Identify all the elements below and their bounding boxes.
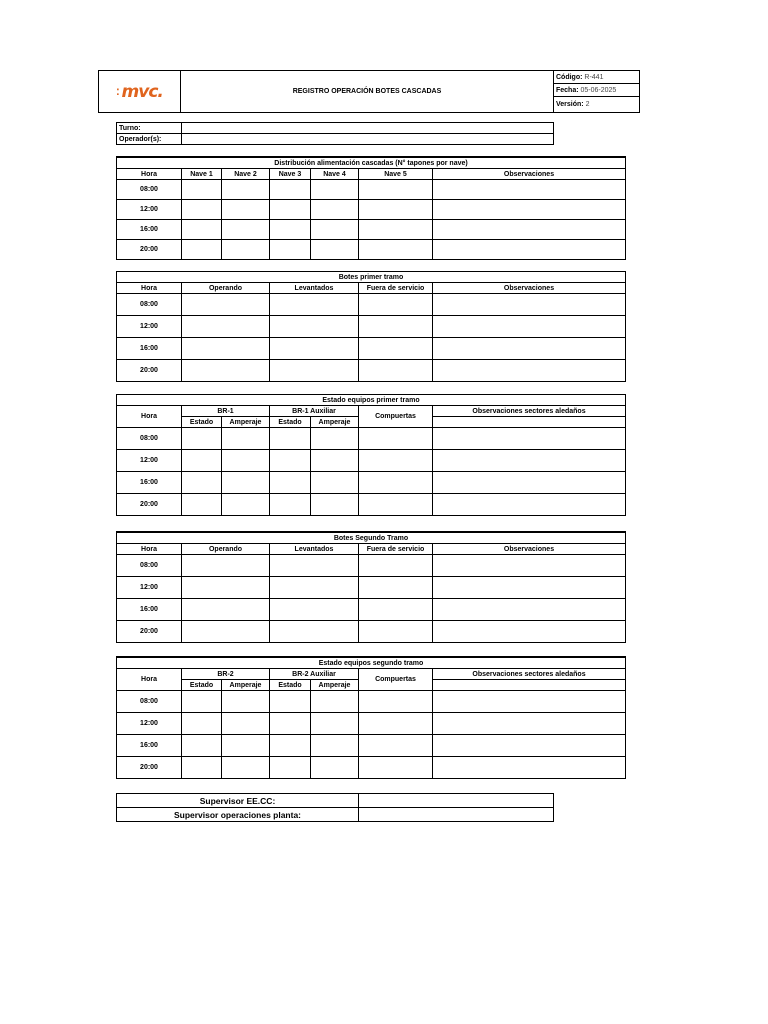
entry-cell[interactable] [270, 338, 359, 360]
col-header-fuera-servicio: Fuera de servicio [359, 544, 433, 555]
entry-cell[interactable] [359, 757, 433, 779]
entry-cell[interactable] [311, 240, 359, 260]
col-header-hora: Hora [117, 169, 182, 180]
table-row [117, 621, 626, 643]
table-row [117, 450, 626, 472]
shift-info [116, 122, 554, 145]
col-header-compuertas: Compuertas [359, 406, 433, 428]
entry-cell[interactable] [222, 220, 270, 240]
entry-cell[interactable] [359, 555, 433, 577]
entry-cell[interactable] [433, 621, 626, 643]
entry-cell[interactable] [433, 494, 626, 516]
entry-cell[interactable] [270, 757, 311, 779]
table-row [117, 338, 626, 360]
codigo-label: Código: [556, 73, 583, 81]
entry-cell[interactable] [359, 220, 433, 240]
entry-cell[interactable] [433, 316, 626, 338]
col-header-operando: Operando [182, 544, 270, 555]
turno-input[interactable] [182, 123, 554, 134]
entry-cell[interactable] [270, 450, 311, 472]
supervisor-eecc-label: Supervisor EE.CC: [117, 794, 359, 808]
col-header-br2-auxiliar: BR-2 Auxiliar [270, 669, 359, 680]
col-header-nave5: Nave 5 [359, 169, 433, 180]
hour-cell: 16:00 [117, 472, 182, 494]
fecha-value: 05-06-2025 [580, 86, 617, 94]
col-header-amperaje: Amperaje [222, 680, 270, 691]
form-header [98, 70, 640, 113]
entry-cell[interactable] [359, 294, 433, 316]
entry-cell[interactable] [359, 316, 433, 338]
entry-cell[interactable] [270, 555, 359, 577]
col-header-br2: BR-2 [182, 669, 270, 680]
col-header-nave1: Nave 1 [182, 169, 222, 180]
entry-cell[interactable] [270, 599, 359, 621]
entry-cell[interactable] [311, 428, 359, 450]
entry-cell[interactable] [359, 338, 433, 360]
entry-cell[interactable] [270, 220, 311, 240]
entry-cell[interactable] [311, 691, 359, 713]
entry-cell[interactable] [359, 450, 433, 472]
entry-cell[interactable] [311, 450, 359, 472]
entry-cell[interactable] [311, 220, 359, 240]
entry-cell[interactable] [359, 428, 433, 450]
fecha-label: Fecha: [556, 86, 579, 94]
entry-cell[interactable] [222, 200, 270, 220]
entry-cell[interactable] [270, 240, 311, 260]
col-header-nave2: Nave 2 [222, 169, 270, 180]
table-row [117, 200, 626, 220]
entry-cell[interactable] [222, 713, 270, 735]
hour-cell: 12:00 [117, 316, 182, 338]
entry-cell[interactable] [222, 450, 270, 472]
entry-cell[interactable] [182, 316, 270, 338]
table-row [117, 472, 626, 494]
section-title: Botes primer tramo [117, 272, 626, 283]
entry-cell[interactable] [182, 555, 270, 577]
entry-cell[interactable] [433, 713, 626, 735]
entry-cell[interactable] [359, 200, 433, 220]
version-field [554, 97, 640, 113]
hour-cell: 08:00 [117, 691, 182, 713]
table-row [117, 360, 626, 382]
hour-cell: 12:00 [117, 200, 182, 220]
col-header-estado: Estado [182, 417, 222, 428]
entry-cell[interactable] [359, 472, 433, 494]
hour-cell: 08:00 [117, 294, 182, 316]
entry-cell[interactable] [182, 472, 222, 494]
entry-cell[interactable] [359, 577, 433, 599]
operador-label: Operador(s): [117, 134, 182, 145]
hour-cell: 16:00 [117, 735, 182, 757]
entry-cell[interactable] [359, 599, 433, 621]
section-equipos-primer-tramo [116, 394, 626, 516]
section-botes-segundo-tramo [116, 531, 626, 643]
col-header-amperaje: Amperaje [311, 417, 359, 428]
supervisor-planta-input[interactable] [359, 808, 554, 822]
entry-cell[interactable] [270, 472, 311, 494]
col-header-hora: Hora [117, 406, 182, 428]
form-title: REGISTRO OPERACIÓN BOTES CASCADAS [181, 71, 554, 113]
fecha-field [554, 84, 640, 97]
entry-cell[interactable] [182, 180, 222, 200]
entry-cell[interactable] [270, 360, 359, 382]
col-header-hora: Hora [117, 544, 182, 555]
table-row [117, 240, 626, 260]
entry-cell[interactable] [182, 599, 270, 621]
col-header-fuera-servicio: Fuera de servicio [359, 283, 433, 294]
codigo-field [554, 71, 640, 84]
entry-cell[interactable] [270, 735, 311, 757]
table-row [117, 577, 626, 599]
turno-label: Turno: [117, 123, 182, 134]
table-row [117, 757, 626, 779]
entry-cell[interactable] [311, 180, 359, 200]
col-header-compuertas: Compuertas [359, 669, 433, 691]
col-header-nave4: Nave 4 [311, 169, 359, 180]
entry-cell[interactable] [182, 360, 270, 382]
entry-cell[interactable] [182, 691, 222, 713]
entry-cell[interactable] [222, 735, 270, 757]
table-row [117, 494, 626, 516]
entry-cell[interactable] [270, 713, 311, 735]
col-header-hora: Hora [117, 669, 182, 691]
entry-cell[interactable] [359, 713, 433, 735]
col-header-obs-sectores: Observaciones sectores aledaños [433, 406, 626, 417]
table-row [117, 428, 626, 450]
entry-cell[interactable] [433, 555, 626, 577]
entry-cell[interactable] [311, 200, 359, 220]
col-header-levantados: Levantados [270, 283, 359, 294]
hour-cell: 12:00 [117, 713, 182, 735]
supervisor-planta-label: Supervisor operaciones planta: [117, 808, 359, 822]
entry-cell[interactable] [433, 220, 626, 240]
table-row [117, 691, 626, 713]
hour-cell: 20:00 [117, 757, 182, 779]
version-value: 2 [585, 101, 590, 108]
entry-cell[interactable] [182, 220, 222, 240]
entry-cell[interactable] [222, 240, 270, 260]
hour-cell: 12:00 [117, 450, 182, 472]
hour-cell: 20:00 [117, 621, 182, 643]
section-title: Distribución alimentación cascadas (N° tapones por nave) [117, 157, 626, 169]
version-label: Versión: [556, 101, 584, 108]
section-title: Estado equipos primer tramo [117, 395, 626, 406]
supervisor-eecc-input[interactable] [359, 794, 554, 808]
entry-cell[interactable] [270, 691, 311, 713]
hour-cell: 16:00 [117, 220, 182, 240]
section-equipos-segundo-tramo [116, 656, 626, 779]
table-row [117, 294, 626, 316]
hour-cell: 16:00 [117, 338, 182, 360]
hour-cell: 08:00 [117, 428, 182, 450]
entry-cell[interactable] [433, 599, 626, 621]
entry-cell[interactable] [433, 240, 626, 260]
table-row [117, 713, 626, 735]
hour-cell: 08:00 [117, 180, 182, 200]
col-header-observaciones: Observaciones [433, 544, 626, 555]
entry-cell[interactable] [182, 735, 222, 757]
logo [99, 71, 181, 113]
section-title: Estado equipos segundo tramo [117, 657, 626, 669]
entry-cell[interactable] [433, 735, 626, 757]
hour-cell: 20:00 [117, 494, 182, 516]
entry-cell[interactable] [311, 757, 359, 779]
col-header-nave3: Nave 3 [270, 169, 311, 180]
entry-cell[interactable] [182, 428, 222, 450]
col-header-operando: Operando [182, 283, 270, 294]
entry-cell[interactable] [182, 338, 270, 360]
obs-blank-header [433, 417, 626, 428]
hour-cell: 12:00 [117, 577, 182, 599]
table-row [117, 180, 626, 200]
col-header-estado: Estado [182, 680, 222, 691]
entry-cell[interactable] [222, 180, 270, 200]
hour-cell: 08:00 [117, 555, 182, 577]
entry-cell[interactable] [182, 294, 270, 316]
entry-cell[interactable] [270, 577, 359, 599]
table-row [117, 599, 626, 621]
entry-cell[interactable] [182, 577, 270, 599]
obs-blank-header [433, 680, 626, 691]
col-header-br1-auxiliar: BR-1 Auxiliar [270, 406, 359, 417]
logo-dots-icon: ⁚ [116, 86, 120, 97]
col-header-estado: Estado [270, 680, 311, 691]
entry-cell[interactable] [311, 713, 359, 735]
entry-cell[interactable] [359, 621, 433, 643]
entry-cell[interactable] [433, 360, 626, 382]
entry-cell[interactable] [433, 757, 626, 779]
logo-text: mvc. [121, 81, 163, 102]
entry-cell[interactable] [182, 240, 222, 260]
col-header-levantados: Levantados [270, 544, 359, 555]
entry-cell[interactable] [359, 691, 433, 713]
entry-cell[interactable] [270, 180, 311, 200]
entry-cell[interactable] [270, 494, 311, 516]
codigo-value: R-441 [584, 73, 604, 81]
entry-cell[interactable] [182, 450, 222, 472]
entry-cell[interactable] [270, 316, 359, 338]
entry-cell[interactable] [433, 691, 626, 713]
entry-cell[interactable] [433, 180, 626, 200]
entry-cell[interactable] [433, 472, 626, 494]
operador-input[interactable] [182, 134, 554, 145]
col-header-br1: BR-1 [182, 406, 270, 417]
entry-cell[interactable] [359, 360, 433, 382]
entry-cell[interactable] [182, 713, 222, 735]
entry-cell[interactable] [359, 180, 433, 200]
col-header-amperaje: Amperaje [222, 417, 270, 428]
section-distribucion [116, 156, 626, 260]
col-header-observaciones: Observaciones [433, 283, 626, 294]
entry-cell[interactable] [182, 200, 222, 220]
entry-cell[interactable] [182, 757, 222, 779]
entry-cell[interactable] [433, 338, 626, 360]
entry-cell[interactable] [222, 494, 270, 516]
entry-cell[interactable] [311, 735, 359, 757]
entry-cell[interactable] [433, 428, 626, 450]
col-header-observaciones: Observaciones [433, 169, 626, 180]
table-row [117, 316, 626, 338]
entry-cell[interactable] [270, 294, 359, 316]
col-header-amperaje: Amperaje [311, 680, 359, 691]
entry-cell[interactable] [311, 472, 359, 494]
col-header-obs-sectores: Observaciones sectores aledaños [433, 669, 626, 680]
entry-cell[interactable] [182, 494, 222, 516]
entry-cell[interactable] [311, 494, 359, 516]
entry-cell[interactable] [359, 735, 433, 757]
section-title: Botes Segundo Tramo [117, 532, 626, 544]
hour-cell: 20:00 [117, 360, 182, 382]
entry-cell[interactable] [359, 240, 433, 260]
col-header-estado: Estado [270, 417, 311, 428]
signatures [116, 793, 554, 822]
table-row [117, 735, 626, 757]
hour-cell: 16:00 [117, 599, 182, 621]
entry-cell[interactable] [222, 472, 270, 494]
entry-cell[interactable] [222, 757, 270, 779]
entry-cell[interactable] [270, 621, 359, 643]
entry-cell[interactable] [433, 200, 626, 220]
section-botes-primer-tramo [116, 271, 626, 382]
entry-cell[interactable] [359, 494, 433, 516]
entry-cell[interactable] [182, 621, 270, 643]
entry-cell[interactable] [270, 200, 311, 220]
entry-cell[interactable] [433, 577, 626, 599]
entry-cell[interactable] [222, 691, 270, 713]
table-row [117, 220, 626, 240]
entry-cell[interactable] [433, 450, 626, 472]
entry-cell[interactable] [270, 428, 311, 450]
table-row [117, 555, 626, 577]
col-header-hora: Hora [117, 283, 182, 294]
entry-cell[interactable] [222, 428, 270, 450]
hour-cell: 20:00 [117, 240, 182, 260]
entry-cell[interactable] [433, 294, 626, 316]
